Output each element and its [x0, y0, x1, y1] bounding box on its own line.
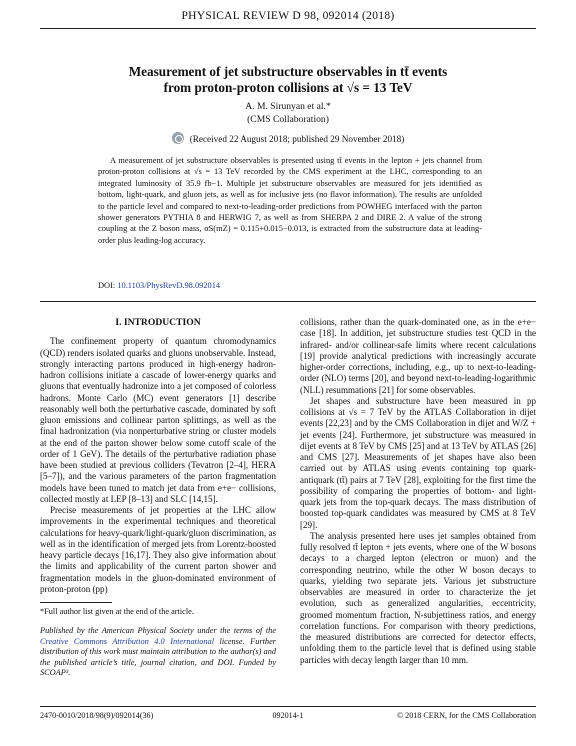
doi-line — [98, 281, 220, 290]
author-footnote: *Full author list given at the end of the article. — [40, 607, 194, 616]
article-title — [40, 64, 536, 96]
license-text-b: license. Further distribution of this work must maintain attribution to the author(s) and the published article’s title, journal citation, and DOI. Funded by SCOAP³. — [40, 636, 276, 678]
title-line-2: from proton-proton collisions at √s = 13 TeV — [163, 80, 413, 95]
left-column — [40, 317, 276, 595]
intro-paragraph-1: The confinement property of quantum chromodynamics (QCD) renders isolated quarks and gluons unobservable. Instead, strongly interacting partons produced in high-energy hadron-hadron collisions initiate a cascade of lower-energy quarks and gluons that eventually hadronize into a jet composed of colorless hadrons. Monte Carlo (MC) event generators [1] describe reasonably well both the perturbative cascade, dominated by soft gluon emissions and collinear parton splittings, as well as the final hadronization (via nonperturbative string or cluster models at the end of the parton shower below some cutoff scale of the order of 1 GeV). The details of the perturbative radiation phase have been studied at previous colliders (Tevatron [2–4], HERA [5–7]), and the various parameters of the parton fragmentation models have been tuned to match jet data from e+e− collisions, collected mostly at LEP [8–13] and SLC [14,15]. — [40, 336, 276, 504]
intro-paragraph-4: The analysis presented here uses jet samples obtained from fully resolved tt̄ lepton + jets events, where one of the W bosons decays to a charged lepton (electron or muon) and the corresponding neutrino, while the other W boson decays to quarks, yielding two separate jets. Various jet substructure observables are measured in order to characterize the jet evolution, such as generalized angularities, eccentricity, groomed momentum fraction, N-subjettiness ratios, and energy correlation functions. For comparison with theory predictions, the measured distributions are corrected for detector effects, unfolding them to the particle level that is defined using stable particles with decay length larger than 10 mm. — [300, 530, 536, 665]
received-published-line — [40, 132, 536, 144]
abstract-divider — [40, 301, 536, 302]
right-column — [300, 317, 536, 666]
received-dates: (Received 22 August 2018; published 29 November 2018) — [189, 134, 405, 144]
license-notice — [40, 626, 276, 679]
section-heading: I. INTRODUCTION — [115, 317, 201, 328]
footer-copyright: © 2018 CERN, for the CMS Collaboration — [396, 711, 536, 720]
header-rule — [40, 28, 536, 29]
footer-rule — [40, 706, 536, 707]
footer-page-number: 092014-1 — [272, 711, 304, 720]
collaboration-name: (CMS Collaboration) — [247, 114, 329, 125]
journal-header: PHYSICAL REVIEW D 98, 092014 (2018) — [181, 10, 395, 22]
doi-label: DOI: — [98, 281, 116, 290]
intro-paragraph-3: Jet shapes and substructure have been measured in pp collisions at √s = 7 TeV by the ATLAS Collaboration in dijet events [22,23] and by the CMS Collaboration in dijet and W/Z + jet events [24]. Furthermore, jet substructure was measured in dijet events at 8 TeV by CMS [25] and at 13 TeV by ATLAS [26] and CMS [27]. Measurements of jet shapes have also been carried out by ATLAS using events containing top quark-antiquark (tt̄) pairs at 7 TeV [28], exploiting for the first time the possibility of comparing the properties of bottom- and light-quark jets from the top-quark decays. The mass distribution of boosted top-quark candidates was measured by CMS at 8 TeV [29]. — [300, 395, 536, 530]
intro-paragraph-2: Precise measurements of jet properties at the LHC allow improvements in the experimental techniques and theoretical calculations for heavy-quark/light-quark/gluon discrimination, as well as in the identification of merged jets from Lorentz-boosted heavy particle decays [16,17]. They also give information about the limits and applicability of the current parton shower and fragmentation models in the gluon-dominated environment of proton-proton (pp) — [40, 505, 276, 594]
license-link[interactable]: Creative Commons Attribution 4.0 International — [40, 636, 214, 646]
check-for-updates-icon[interactable] — [172, 132, 184, 144]
title-line-1: Measurement of jet substructure observables in tt̄ events — [128, 64, 448, 79]
intro-paragraph-2-continued: collisions, rather than the quark-dominated one, as in the e+e− case [18]. In addition, jet substructure studies test QCD in the infrared- and/or collinear-safe limits where recent calculations [19] provide analytical predictions with increasingly accurate higher-order corrections, including, e.g., up to next-to-leading-order (NLO) terms [20], and beyond next-to-leading-logarithmic (NLL) resummations [21] for some observables. — [300, 317, 536, 395]
author-list[interactable]: A. M. Sirunyan et al.* — [245, 101, 331, 112]
abstract: A measurement of jet substructure observables is presented using tt̄ events in the lepton + jets channel from proton-proton collisions at √s = 13 TeV recorded by the CMS experiment at the LHC, corresponding to an integrated luminosity of 35.9 fb−1. Multiple jet substructure observables are measured for jets identified as bottom, light-quark, and gluon jets, as well as for inclusive jets (no flavor information). The results are unfolded to the particle level and compared to next-to-leading-order predictions from POWHEG interfaced with the parton shower generators PYTHIA 8 and HERWIG 7, as well as from SHERPA 2 and DIRE 2. A value of the strong coupling at the Z boson mass, αS(mZ) = 0.115+0.015−0.013, is extracted from the substructure data at leading-order plus leading-log accuracy. — [98, 156, 482, 245]
footnote-rule — [40, 602, 112, 603]
license-text-a: Published by the American Physical Society under the terms of the — [40, 626, 276, 635]
doi-link[interactable]: 10.1103/PhysRevD.98.092014 — [117, 281, 221, 290]
footer-issn: 2470-0010/2018/98(9)/092014(36) — [40, 711, 154, 720]
